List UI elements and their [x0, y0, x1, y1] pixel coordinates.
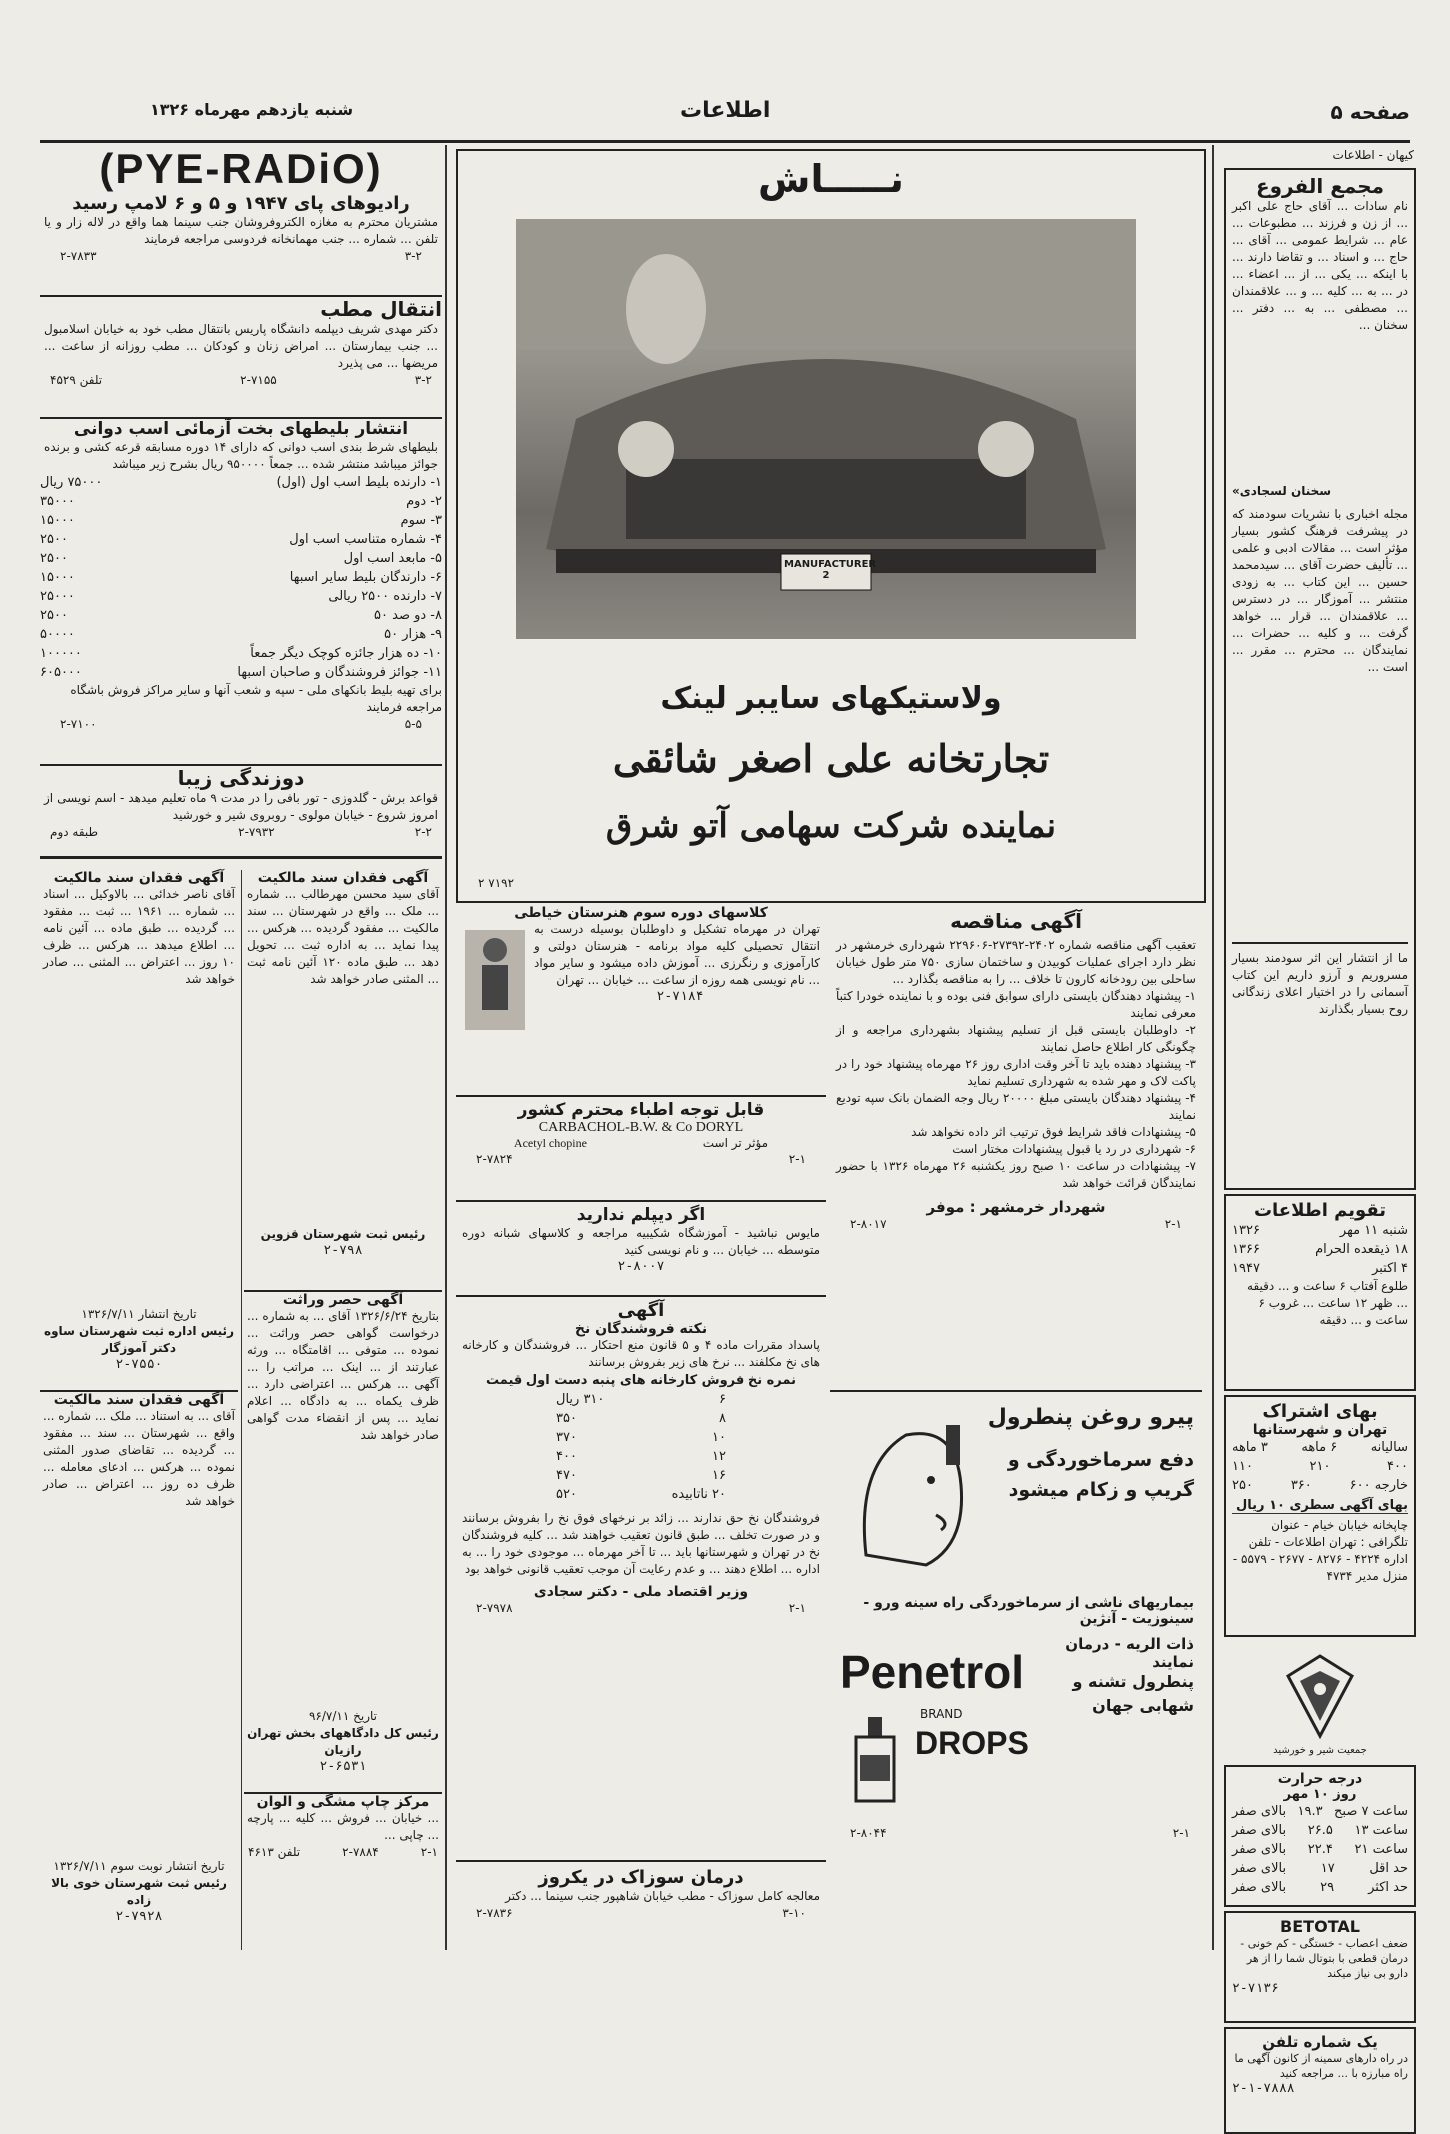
taqvim-box: [1224, 1194, 1416, 1391]
majma-body3: ما از انتشار این اثر سودمند بسیار مسروریم و آرزو داریم این کتاب آسمانی را در اختیار اعلای زندگانی روح بسیار بگذارند: [1232, 951, 1408, 1016]
emblem-caption: جمعیت شیر و خورشید: [1273, 1745, 1367, 1756]
page-header: [30, 95, 1420, 135]
doctors-ad: قابل توجه اطباء محترم کشور CARBACHOL-B.W. & Co DORYL مؤثر تر است Acetyl chopine ۲-۱ ۲-۷۸۲۴: [456, 1100, 826, 1202]
mid-ad: آگهی فقدان سند مالکیت آقای ناصر خدائی ... بالاوکیل ... اسناد ... شماره ... ۱۹۶۱ ... ثبت ... مفقود ... گردیده ... طبق ماده ... آئین نامه ... اطلاع میدهد ... هرکس ... ظرف ۱۰ روز ... اعتراض ... المثنی ... صادر خواهد شد تاریخ انتشار ۱۳۲۶/۷/۱۱ رئیس اداره ثبت شهرستان ساوه دکتر آموزگار ۲-۷۵۵۰: [40, 870, 238, 1392]
nakh-ad: آگهی نکته فروشندگان نخ پاسداد مقررات ماده ۴ و ۵ قانون منع احتکار ... فروشندگان و کارخانه های نخ مکلفند ... نرخ های زیر بفروش برسانند نمره نخ فروش کارخانه های پنبه دست اول قیمت ۶ ۳۱۰ ریال ۸ ۳۵۰ ۱۰ ۳۷۰ ۱۲ ۴۰۰ ۱۶ ۴۷۰ ۲۰ ناتابیده ۵۲۰ فروشندگان نخ حق ندارند ... زائد بر نرخهای فوق نخ را بفروش برسانند و در صورت تخلف ... طبق قانون تعقیب خواهند شد ... کلیه فروشندگان نخ در تهران و شهرستانها باید ... تا آخر مهرماه ... موجودی خود را ... به اداره ... اطلاع دهند ... و عدم رعایت آن موجب تعقیب قانونی خواهد بود وزیر اقتصاد ملی - دکتر سجادی ۲-۱ ۲-۷۹۷۸: [456, 1300, 826, 1862]
kelas-title: کلاسهای دوره سوم هنرستان خیاطی: [514, 905, 768, 921]
monaqese-title: آگهی مناقصه: [950, 909, 1082, 933]
page-number: صفحه ۵: [1330, 100, 1410, 124]
left-ad: مرکز چاپ مشگی و الوان ... خیابان ... فروش ... کلیه ... پارچه ... چاپی ... ۲-۱ ۲-۷۸۸۴ تلفن ۴۶۱۳: [247, 1794, 439, 1859]
left-ad: آگهی فقدان سند مالکیت آقای سید محسن مهرطالب ... شماره ... ملک ... واقع در شهرستان ... سند مالکیت ... مفقود گردیده ... هرکس ... پیدا نماید ... به اداره ثبت ... تحویل دهد ... طبق ماده ۱۲۰ آئین نامه ثبت ... المثنی صادر خواهد شد رئیس ثبت شهرستان قزوین ۲-۷۹۸: [244, 870, 442, 1292]
price-row: ۲۰ ناتابیده ۵۲۰: [556, 1487, 726, 1502]
prize-row: ۵- مابعد اسب اول ۲۵۰۰: [40, 551, 442, 566]
taqvim-extra: طلوع آفتاب ۶ ساعت و ... دقیقه ... ظهر ۱۲ ساعت ... غروب ۶ ساعت و ... دقیقه: [1247, 1279, 1408, 1327]
prize-row: ۴- شماره متناسب اسب اول ۲۵۰۰: [40, 532, 442, 547]
price-row: ۸ ۳۵۰: [556, 1411, 726, 1426]
penetrol-ad: پیرو روغن پنطرول دفع سرماخوردگی و گریپ و زکام میشود بیماریهای ناشی از سرماخوردگی راه سینه ورو - سینوزیت - آنژین ذات الریه - درمان نمایند پنطرول تشنه و شهابی جهان Penetrol BRAND DROPS ۲-۱ ۲-۸۰۴۴: [830, 1395, 1202, 1860]
telefon-box: یک شماره تلفن در راه دارهای سمینه از کانون آگهی ما راه مبارزه با ... مراجعه کنید ۲-۱-۷۸۸۸: [1224, 2027, 1416, 2134]
telefon-title: یک شماره تلفن: [1262, 2033, 1378, 2051]
bottle-icon: [850, 1715, 900, 1805]
red-lion-sun-emblem-icon: [1280, 1651, 1360, 1741]
prize-row: ۹- هزار ۵۰ ۵۰۰۰۰: [40, 627, 442, 642]
taqvim-row: شنبه ۱۱ مهر ۱۳۲۶: [1232, 1223, 1408, 1238]
divider-left: [445, 145, 447, 1950]
betotal-title: BETOTAL: [1280, 1917, 1360, 1936]
lottery-ad: انتشار بلیطهای بخت آزمائی اسب دوانی بلیطهای شرط بندی اسب دوانی که دارای ۱۴ دوره مسابقه قرعه کشی و برنده جوائز میباشد منتشر شده ... جمعاً ۹۵۰۰۰۰ ریال بشرح زیر میباشد ۱- دارنده بلیط اسب اول (اول) ۷۵۰۰۰ ریال ۲- دوم ۳۵۰۰۰ ۳- سوم ۱۵۰۰۰ ۴- شماره متناسب اسب اول ۲۵۰۰ ۵- مابعد اسب اول ۲۵۰۰ ۶- دارندگان بلیط سایر اسبها ۱۵۰۰۰ ۷- دارنده ۲۵۰۰ ریالی ۲۵۰۰۰ ۸- دو صد ۵۰ ۲۵۰۰ ۹- هزار ۵۰ ۵۰۰۰۰ ۱۰- ده هزار جائزه کوچک دیگر جمعاً ۱۰۰۰۰۰ ۱۱- جوائز فروشندگان و صاحبان اسبها ۶۰۵۰۰۰ برای تهیه بلیط بانکهای ملی - سپه و شعب آنها و سایر مراکز فروش باشگاه مراجعه فرمایند ۵-۵ ۲-۷۱۰۰: [40, 419, 442, 766]
prize-row: ۱۱- جوائز فروشندگان و صاحبان اسبها ۶۰۵۰۰۰: [40, 665, 442, 680]
pye-title: (PYE-RADiO): [99, 145, 383, 192]
betotal-box: BETOTAL ضعف اعصاب - خستگی - کم خونی - درمان قطعی با بتوتال شما را از هر دارو بی نیاز میکند ۲-۷۱۳۶: [1224, 1911, 1416, 2023]
taqvim-title: تقویم اطلاعات: [1253, 1200, 1387, 1221]
dozandegi-ad: دوزندگی زیبا قواعد برش - گلدوزی - تور بافی را در مدت ۹ ماه تعلیم میدهد - اسم نویسی از امروز شروع - خیابان مولوی - روبروی شیر و خورشید ۲-۲ ۲-۷۹۳۲ طبقه دوم: [40, 766, 442, 859]
tailor-illustration-icon: [460, 925, 530, 1035]
suzak-title: درمان سوزاک در یکروز: [538, 1867, 744, 1888]
majma-title: مجمع الفروع: [1255, 174, 1385, 198]
eshterak-sub: تهران و شهرستانها: [1252, 1422, 1388, 1438]
brand-line-3: نماینده شرکت سهامی آتو شرق: [605, 806, 1057, 846]
taqvim-row: ۴ اکتبر ۱۹۴۷: [1232, 1261, 1408, 1276]
eshterak-title: بهای اشتراک: [1262, 1401, 1378, 1422]
emblem: [1220, 1641, 1420, 1761]
agahi-price: بهای آگهی سطری ۱۰ ریال: [1232, 1498, 1408, 1514]
paper-name: اطلاعات: [680, 98, 771, 123]
prize-row: ۱- دارنده بلیط اسب اول (اول) ۷۵۰۰۰ ریال: [40, 475, 442, 490]
monaqese-sign: شهردار خرمشهر : موفر: [926, 1198, 1106, 1216]
pye-ad: (PYE-RADiO) رادیوهای پای ۱۹۴۷ و ۵ و ۶ لامپ رسید مشتریان محترم به مغازه الکتروفروشان جنب سینما هما واقع در لاله زار و یا تلفن ... شماره ... جنب مهمانخانه فردوسی مراجعه فرمایند ۳-۲ ۲-۷۸۳۳: [40, 145, 442, 297]
taqvim-row: ۱۸ ذیقعده الحرام ۱۳۶۶: [1232, 1242, 1408, 1257]
diplom-title: اگر دیپلم ندارید: [576, 1205, 706, 1225]
divider-right: [1212, 145, 1214, 1950]
kelas-ad: کلاسهای دوره سوم هنرستان خیاطی تهران در مهرماه تشکیل و داوطلبان بوسیله درست به انتقال تحصیلی کلیه مواد برنامه - هنرستان دولتی و کارآموزی و رنگرزی ... آموزش داده میشود و سایر مواد ... نام نویسی همه روزه از ساعت ... خیابان ... تهران ۲-۷۱۸۴: [456, 905, 826, 1097]
dozandegi-title: دوزندگی زیبا: [177, 766, 305, 790]
daraje-box: درجه حرارت روز ۱۰ مهر ساعت ۷ صبح ۱۹.۳ بالای صفر ساعت ۱۳ ۲۶.۵ بالای صفر ساعت ۲۱ ۲۲.۴ بالای صفر حد اقل ۱۷ بالای صفر حد اکثر ۲۹ بالای صفر: [1224, 1765, 1416, 1907]
price-row: ۱۰ ۳۷۰: [556, 1430, 726, 1445]
car-photo: [516, 219, 1136, 639]
suzak-ad: درمان سوزاک در یکروز معالجه کامل سوزاک - مطب خیابان شاهپور جنب سینما ... دکتر ۳-۱۰ ۲-۷۸۳۶: [456, 1867, 826, 1955]
majma-signoff: سخنان لسجادی»: [1232, 484, 1332, 498]
diplom-ad: اگر دیپلم ندارید مایوس نباشید - آموزشگاه شکیبیه مراجعه و کلاسهای شبانه دوره متوسطه ... خیابان ... و نام نویسی کنید ۲-۸۰۰۷: [456, 1205, 826, 1297]
header-rule: [40, 140, 1410, 143]
right-column: [1220, 145, 1420, 2096]
date-line: شنبه یازدهم مهرماه ۱۳۲۶: [150, 100, 354, 119]
prize-row: ۳- سوم ۱۵۰۰۰: [40, 513, 442, 528]
left-subcol-right: [244, 870, 442, 1955]
left-subcol-divider: [241, 870, 242, 1950]
lottery-title: انتشار بلیطهای بخت آزمائی اسب دوانی: [73, 419, 409, 439]
middle-column: [452, 145, 1208, 1955]
enteqal-ad: انتقال مطب دکتر مهدی شریف دیپلمه دانشگاه پاریس بانتقال مطب خود به خیابان اسلامبول ... جنب بیمارستان ... امراض زنان و کودکان ... مطب روزانه از ساعت ... مریضها ... می پذیرد ۳-۲ ۲-۷۱۵۵ تلفن ۴۵۲۹: [40, 297, 442, 419]
majma-body2: مجله اخباری با نشریات سودمند که در پیشرفت فرهنگ کشور بسیار مؤثر است ... مقالات ادبی و علمی ... تألیف حضرت آقای ... سیدمحمد حسین ... این کتاب ... به زودی منتشر ... آموزگار ... در دسترس ... علاقمندان ... قرار ... خواهد گرفت ... و کلیه ... حضرات ... نمایندگان ... محترم ... مقرر ... است ...: [1232, 507, 1408, 674]
daraje-title: درجه حرارت: [1277, 1771, 1363, 1787]
nash-ad: [456, 149, 1206, 903]
penetrol-brand: Penetrol: [840, 1646, 1025, 1698]
prize-row: ۲- دوم ۳۵۰۰۰: [40, 494, 442, 509]
brand-code: ۲ ۷۱۹۲: [478, 876, 515, 890]
face-drawing-icon: [836, 1405, 986, 1585]
prize-row: ۷- دارنده ۲۵۰۰ ریالی ۲۵۰۰۰: [40, 589, 442, 604]
price-row: ۱۶ ۴۷۰: [556, 1468, 726, 1483]
left-column: [40, 145, 442, 1955]
majma-body: نام سادات ... آقای حاج علی اکبر ... از زن و فرزند ... مطبوعات ... عام ... شرایط عمومی ... آقای ... حاج ... و اسناد ... و تقاضا دارند ... با اینکه ... یکی ... از ... اعضاء ... در ... به ... کلیه ... و ... علاقمندان ... مصطفی ... به ... دفتر ... سخنان ...: [1232, 199, 1408, 332]
price-row: ۶ ۳۱۰ ریال: [556, 1392, 726, 1407]
nakh-sign: وزیر اقتصاد ملی - دکتر سجادی: [533, 1584, 749, 1600]
nakh-title: آگهی: [617, 1300, 665, 1321]
doctors-title: قابل توجه اطباء محترم کشور: [517, 1100, 765, 1120]
brand-line-2: تجارتخانه علی اصغر شائقی: [612, 736, 1050, 781]
enteqal-title: انتقال مطب: [320, 297, 442, 321]
prize-row: ۸- دو صد ۵۰ ۲۵۰۰: [40, 608, 442, 623]
nash-title: نـــــاش: [758, 157, 904, 201]
license-plate: MANUFACTURER 2: [784, 559, 877, 581]
prize-row: ۱۰- ده هزار جائزه کوچک دیگر جمعاً ۱۰۰۰۰۰: [40, 646, 442, 661]
majma-box: [1224, 168, 1416, 1190]
left-subcol-left: [40, 870, 238, 1955]
price-row: ۱۲ ۴۰۰: [556, 1449, 726, 1464]
eshterak-box: بهای اشتراک تهران و شهرستانها سالیانه ۶ ماهه ۳ ماهه ۴۰۰ ۲۱۰ ۱۱۰ خارجه ۶۰۰ ۳۶۰ ۲۵۰ بهای آگهی سطری ۱۰ ریال چاپخانه خیابان خیام - عنوان تلگرافی : تهران اطلاعات - تلفن اداره ۴۲۲۴ - ۸۲۷۶ - ۲۶۷۷ - ۵۵۷۹ - منزل مدیر ۴۷۳۴: [1224, 1395, 1416, 1637]
left-ad: آگهی حصر وراثت بتاریخ ۱۳۲۶/۶/۲۴ آقای ... به شماره ... درخواست گواهی حصر وراثت ... نموده ... متوفی ... اقامتگاه ... ورثه عبارتند از ... اینک ... مراتب را ... آگهی ... هرکس ... اعتراضی دارد ... ظرف یکماه ... به دادگاه ... اعلام نماید ... پس از انقضاء مدت گواهی صادر خواهد شد تاریخ ۹۶/۷/۱۱ رئیس کل دادگاههای بخش تهران رازیان ۲-۶۵۳۱: [244, 1292, 442, 1794]
prize-row: ۶- دارندگان بلیط سایر اسبها ۱۵۰۰۰: [40, 570, 442, 585]
brand-line-1: ولاستیکهای سایبر لینک: [660, 681, 1002, 716]
monaqese-ad: آگهی مناقصه تعقیب آگهی مناقصه شماره ۲۴۰۲-۲۷۳۹۲-۲۲۹۶۰۶ شهرداری خرمشهر در نظر دارد اجرای عملیات کوبیدن و ساختمان سازی ۷۵۰ متر طول خیابان ساحلی بین رودخانه کارون تا خلاف ... را به مناقصه بگذارد ... ۱- پیشنهاد دهندگان بایستی دارای سوابق فنی بوده و با نماینده خودرا کتباً معرفی نمایند ۲- داوطلبان بایستی قبل از تسلیم پیشنهاد بشهرداری مراجعه و از چگونگی کار اطلاع حاصل نمایند ۳- پیشنهاد دهنده باید تا آخر وقت اداری روز ۲۶ مهرماه پیشنهاد خود را در پاکت لاک و مهر شده به شهرداری تسلیم نماید ۴- پیشنهاد دهندگان بایستی مبلغ ۲۰۰۰۰ ریال وجه الضمان بانک سپه تودیع نمایند ۵- پیشنهادات فاقد شرایط فوق ترتیب اثر داده نخواهد شد ۶- شهرداری در رد یا قبول پیشنهادات مختار است ۷- پیشنهادات در ساعت ۱۰ صبح روز یکشنبه ۲۶ مهرماه ۱۳۲۶ با حضور نمایندگان قرائت خواهد شد شهردار خرمشهر : موفر ۲-۱ ۲-۸۰۱۷: [830, 905, 1202, 1392]
mid-ad: آگهی فقدان سند مالکیت آقای ... به استناد ... ملک ... شماره ... واقع ... شهرستان ... سند ... مفقود ... گردیده ... تقاضای صدور المثنی نموده ... هرکس ... ادعای معامله ... ظرف ده روز ... اعتراض ... صادر خواهد شد تاریخ انتشار نوبت سوم ۱۳۲۶/۷/۱۱ رئیس ثبت شهرستان خوی بالا زاده ۲-۷۹۲۸: [43, 1392, 235, 1924]
top-label: کیهان - اطلاعات: [1332, 148, 1414, 162]
address: چاپخانه خیابان خیام - عنوان تلگرافی : تهران اطلاعات - تلفن اداره ۴۲۲۴ - ۸۲۷۶ - ۲۶۷۷ - ۵۵۷۹ - منزل مدیر ۴۷۳۴: [1232, 1518, 1408, 1583]
